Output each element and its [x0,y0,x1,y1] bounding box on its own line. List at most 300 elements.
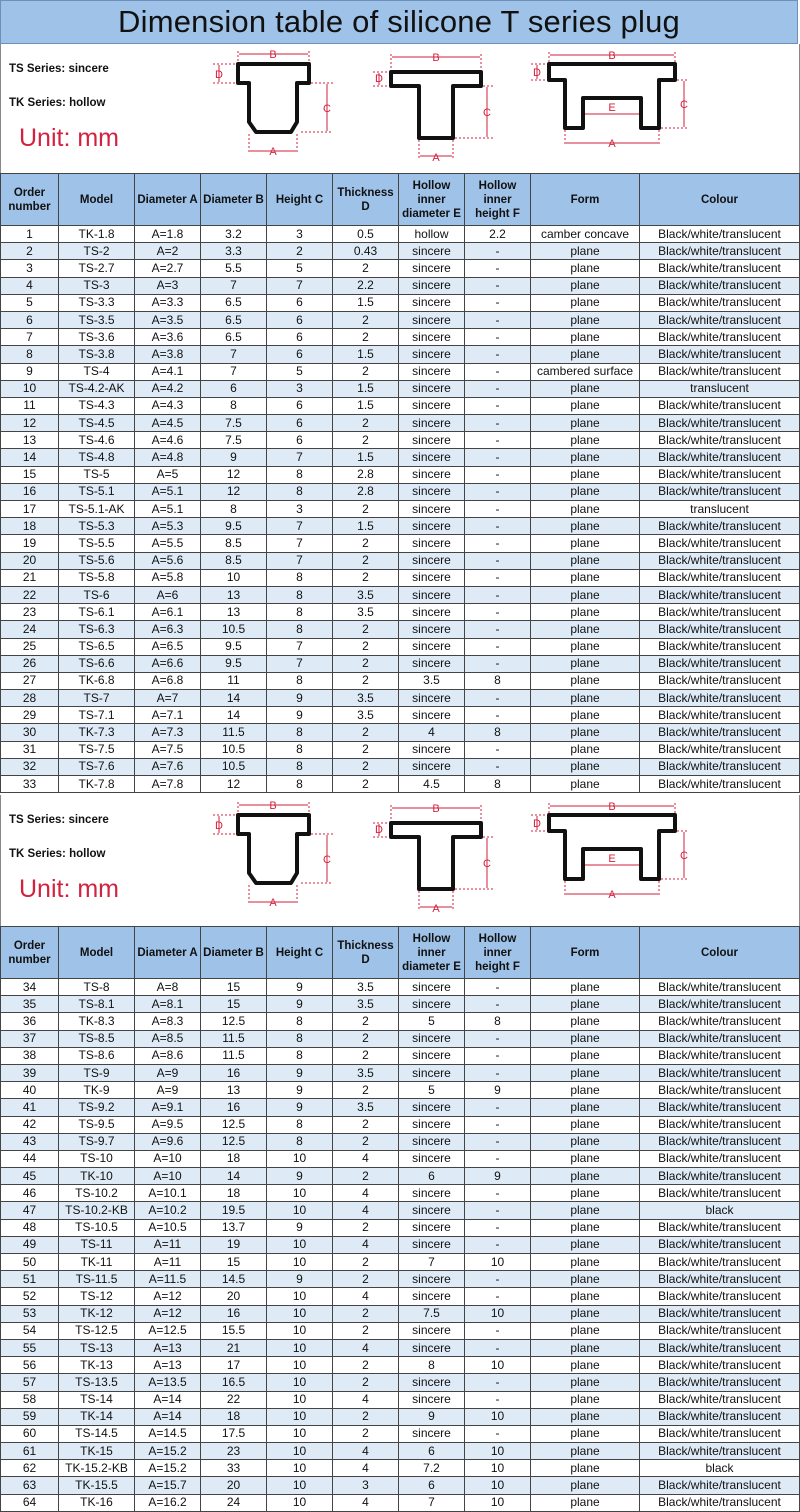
dimension-e-label: E [608,102,616,114]
cell-diameter-b: 14 [201,707,267,724]
cell-order-number: 50 [1,1254,59,1271]
cell-diameter-a: A=7.6 [135,758,201,775]
cell-model: TS-10.2-KB [59,1202,135,1219]
cell-model: TS-4.5 [59,415,135,432]
column-header-diameter-a: Diameter A [135,927,201,979]
cell-height-c: 5 [267,260,333,277]
cell-hollow-inner-diameter-e: sincere [399,1219,465,1236]
cell-form: plane [531,569,640,586]
cell-hollow-inner-height-f: - [465,363,531,380]
cell-model: TS-5.6 [59,552,135,569]
cell-hollow-inner-height-f: 10 [465,1357,531,1374]
table-row [1,1408,800,1425]
cell-diameter-b: 14.5 [201,1271,267,1288]
cell-colour: Black/white/translucent [640,1425,800,1442]
cell-hollow-inner-height-f: - [465,1219,531,1236]
table-row [1,638,800,655]
cell-height-c: 8 [267,569,333,586]
cell-thickness-d: 4 [333,1185,399,1202]
cell-hollow-inner-height-f: - [465,311,531,328]
cell-form: plane [531,1305,640,1322]
cell-height-c: 10 [267,1339,333,1356]
header-row [1,174,800,226]
cell-hollow-inner-height-f: 8 [465,724,531,741]
cell-form: plane [531,707,640,724]
table-row [1,277,800,294]
cell-diameter-b: 9 [201,449,267,466]
cell-model: TK-8.3 [59,1013,135,1030]
cell-height-c: 8 [267,758,333,775]
cell-colour: Black/white/translucent [640,415,800,432]
cell-height-c: 9 [267,1271,333,1288]
cell-hollow-inner-height-f: - [465,1133,531,1150]
dimension-b-label: B [608,801,616,813]
cell-hollow-inner-diameter-e: sincere [399,1150,465,1167]
cell-colour: Black/white/translucent [640,1288,800,1305]
cell-diameter-a: A=5 [135,466,201,483]
cell-colour: Black/white/translucent [640,707,800,724]
cell-height-c: 10 [267,1494,333,1511]
dimension-a-label: A [432,152,440,164]
cell-hollow-inner-height-f: - [465,1374,531,1391]
dimension-c-label: C [680,99,688,111]
cell-height-c: 8 [267,621,333,638]
cell-colour: Black/white/translucent [640,1219,800,1236]
cell-order-number: 35 [1,996,59,1013]
cell-colour: Black/white/translucent [640,535,800,552]
table-row [1,1477,800,1494]
cell-hollow-inner-diameter-e: sincere [399,569,465,586]
cell-model: TS-5.1 [59,483,135,500]
cell-diameter-a: A=12 [135,1305,201,1322]
table-row [1,466,800,483]
cell-height-c: 10 [267,1185,333,1202]
cell-height-c: 8 [267,724,333,741]
cell-model: TS-7.5 [59,741,135,758]
cell-height-c: 8 [267,1047,333,1064]
cell-diameter-a: A=4.1 [135,363,201,380]
cell-hollow-inner-diameter-e: sincere [399,501,465,518]
cell-height-c: 9 [267,1064,333,1081]
cell-hollow-inner-diameter-e: sincere [399,1391,465,1408]
cell-thickness-d: 2 [333,1357,399,1374]
cell-hollow-inner-height-f: - [465,1047,531,1064]
cell-order-number: 64 [1,1494,59,1511]
cell-order-number: 59 [1,1408,59,1425]
cell-colour: Black/white/translucent [640,638,800,655]
cell-diameter-a: A=8.3 [135,1013,201,1030]
column-header-height-c: Height C [267,174,333,226]
column-header-form: Form [531,174,640,226]
cell-model: TK-7.8 [59,776,135,793]
cell-hollow-inner-height-f: 2.2 [465,226,531,243]
cell-order-number: 54 [1,1322,59,1339]
cell-hollow-inner-diameter-e: sincere [399,1425,465,1442]
cell-hollow-inner-height-f: - [465,466,531,483]
cell-hollow-inner-height-f: - [465,415,531,432]
cell-hollow-inner-diameter-e: 7.2 [399,1460,465,1477]
cell-form: plane [531,690,640,707]
cell-colour: Black/white/translucent [640,1150,800,1167]
cell-order-number: 52 [1,1288,59,1305]
cell-form: plane [531,397,640,414]
cell-hollow-inner-height-f: - [465,1236,531,1253]
cell-model: TS-8 [59,979,135,996]
cell-colour: translucent [640,501,800,518]
dimension-d-label: D [375,824,383,836]
unit-label: Unit: mm [19,875,119,903]
table-row [1,1082,800,1099]
cell-form: plane [531,1150,640,1167]
cell-hollow-inner-height-f: - [465,569,531,586]
cell-model: TK-11 [59,1254,135,1271]
cell-hollow-inner-diameter-e: sincere [399,483,465,500]
cell-hollow-inner-diameter-e: sincere [399,1099,465,1116]
unit-label: Unit: mm [19,124,119,152]
cell-colour: Black/white/translucent [640,1133,800,1150]
cell-colour: translucent [640,380,800,397]
cell-height-c: 10 [267,1322,333,1339]
cell-order-number: 40 [1,1082,59,1099]
cell-hollow-inner-diameter-e: 5 [399,1082,465,1099]
cell-model: TS-7.6 [59,758,135,775]
cell-hollow-inner-diameter-e: sincere [399,466,465,483]
cell-hollow-inner-diameter-e: sincere [399,1030,465,1047]
cell-order-number: 45 [1,1168,59,1185]
cell-model: TK-15.5 [59,1477,135,1494]
cell-height-c: 7 [267,552,333,569]
cell-hollow-inner-height-f: - [465,1322,531,1339]
table-row [1,758,800,775]
cell-thickness-d: 2 [333,1133,399,1150]
cell-hollow-inner-diameter-e: sincere [399,329,465,346]
cell-hollow-inner-height-f: - [465,552,531,569]
table-row [1,501,800,518]
cell-thickness-d: 0.43 [333,243,399,260]
cell-order-number: 33 [1,776,59,793]
cell-height-c: 7 [267,535,333,552]
cell-colour: black [640,1460,800,1477]
dimension-d-label: D [533,67,541,79]
table-row [1,518,800,535]
cell-form: plane [531,483,640,500]
cell-height-c: 7 [267,638,333,655]
cell-height-c: 9 [267,979,333,996]
cell-height-c: 10 [267,1254,333,1271]
cell-diameter-a: A=11.5 [135,1271,201,1288]
cell-hollow-inner-height-f: - [465,1150,531,1167]
cell-hollow-inner-height-f: - [465,1288,531,1305]
cell-form: plane [531,979,640,996]
column-header-model: Model [59,174,135,226]
cell-diameter-b: 10.5 [201,621,267,638]
cell-diameter-a: A=6.8 [135,672,201,689]
cell-model: TS-5.5 [59,535,135,552]
cell-height-c: 10 [267,1460,333,1477]
dimension-b-label: B [269,800,277,812]
cell-hollow-inner-diameter-e: sincere [399,1271,465,1288]
table-row [1,535,800,552]
cell-model: TS-12 [59,1288,135,1305]
cell-form: plane [531,518,640,535]
cell-thickness-d: 2 [333,1013,399,1030]
cell-order-number: 55 [1,1339,59,1356]
cell-form: plane [531,586,640,603]
cell-diameter-b: 23 [201,1443,267,1460]
table-row [1,415,800,432]
cell-form: plane [531,1116,640,1133]
table-row [1,1064,800,1081]
cell-colour: black [640,1202,800,1219]
cell-form: cambered surface [531,363,640,380]
cell-diameter-b: 15 [201,996,267,1013]
cell-hollow-inner-height-f: - [465,346,531,363]
cell-height-c: 7 [267,277,333,294]
cell-hollow-inner-diameter-e: hollow [399,226,465,243]
cell-height-c: 9 [267,1168,333,1185]
cell-colour: Black/white/translucent [640,1339,800,1356]
cell-model: TS-9.7 [59,1133,135,1150]
cell-order-number: 57 [1,1374,59,1391]
cell-height-c: 10 [267,1288,333,1305]
cell-hollow-inner-height-f: - [465,329,531,346]
cell-thickness-d: 2 [333,415,399,432]
cell-order-number: 25 [1,638,59,655]
cell-colour: Black/white/translucent [640,690,800,707]
cell-thickness-d: 2 [333,363,399,380]
cell-order-number: 63 [1,1477,59,1494]
cell-hollow-inner-diameter-e: sincere [399,758,465,775]
cell-hollow-inner-diameter-e: sincere [399,311,465,328]
cell-diameter-b: 16 [201,1064,267,1081]
cell-hollow-inner-height-f: - [465,1202,531,1219]
cell-order-number: 38 [1,1047,59,1064]
dimension-a-label: A [608,138,616,150]
cell-model: TS-5.1-AK [59,501,135,518]
cell-diameter-b: 18 [201,1185,267,1202]
cell-hollow-inner-height-f: - [465,1116,531,1133]
cell-diameter-a: A=6.3 [135,621,201,638]
dimension-b-label: B [269,49,277,61]
table-row [1,260,800,277]
table-row [1,397,800,414]
cell-model: TK-12 [59,1305,135,1322]
column-header-diameter-b: Diameter B [201,174,267,226]
cell-height-c: 10 [267,1408,333,1425]
cell-thickness-d: 4 [333,1339,399,1356]
cell-thickness-d: 1.5 [333,518,399,535]
cell-model: TS-3.5 [59,311,135,328]
cell-model: TS-4.2-AK [59,380,135,397]
ts-series-label: TS Series: sincere [9,814,109,826]
cell-form: plane [531,1047,640,1064]
cell-form: plane [531,1339,640,1356]
cell-colour: Black/white/translucent [640,655,800,672]
table-row [1,1374,800,1391]
cell-hollow-inner-diameter-e: sincere [399,432,465,449]
cell-diameter-a: A=1.8 [135,226,201,243]
cell-order-number: 43 [1,1133,59,1150]
ts-series-label: TS Series: sincere [9,63,109,75]
cell-model: TK-15.2-KB [59,1460,135,1477]
cell-order-number: 36 [1,1013,59,1030]
cell-hollow-inner-height-f: - [465,483,531,500]
cell-thickness-d: 3.5 [333,707,399,724]
cell-order-number: 23 [1,604,59,621]
cell-thickness-d: 4 [333,1443,399,1460]
cell-diameter-a: A=5.5 [135,535,201,552]
cell-diameter-b: 10 [201,569,267,586]
cell-height-c: 6 [267,311,333,328]
dimension-table [0,926,800,1512]
table-row [1,1322,800,1339]
cell-thickness-d: 3 [333,1477,399,1494]
cell-order-number: 15 [1,466,59,483]
cell-order-number: 19 [1,535,59,552]
table-row [1,655,800,672]
cell-diameter-a: A=8 [135,979,201,996]
column-header-thickness-d: Thickness D [333,927,399,979]
cell-order-number: 10 [1,380,59,397]
cell-height-c: 10 [267,1236,333,1253]
cell-hollow-inner-diameter-e: sincere [399,979,465,996]
table-row [1,363,800,380]
cell-model: TS-9.2 [59,1099,135,1116]
cell-height-c: 8 [267,1013,333,1030]
cell-hollow-inner-height-f: - [465,655,531,672]
cell-height-c: 7 [267,449,333,466]
cell-thickness-d: 2 [333,758,399,775]
cell-hollow-inner-diameter-e: sincere [399,1047,465,1064]
cell-model: TS-4 [59,363,135,380]
cell-height-c: 10 [267,1425,333,1442]
cell-thickness-d: 2 [333,569,399,586]
cell-diameter-a: A=15.2 [135,1443,201,1460]
cell-diameter-b: 11 [201,672,267,689]
page-title: Dimension table of silicone T series plug [0,0,798,44]
cell-colour: Black/white/translucent [640,432,800,449]
tk-plug-diagram [371,48,501,163]
cell-hollow-inner-height-f: - [465,535,531,552]
cell-order-number: 34 [1,979,59,996]
cell-hollow-inner-diameter-e: sincere [399,1374,465,1391]
cell-height-c: 8 [267,483,333,500]
table-row [1,243,800,260]
cell-diameter-a: A=12.5 [135,1322,201,1339]
cell-height-c: 8 [267,1030,333,1047]
cell-diameter-b: 13 [201,586,267,603]
cell-hollow-inner-height-f: 10 [465,1254,531,1271]
cell-height-c: 6 [267,415,333,432]
cell-colour: Black/white/translucent [640,397,800,414]
cell-diameter-b: 21 [201,1339,267,1356]
table-row [1,1202,800,1219]
cell-order-number: 51 [1,1271,59,1288]
cell-diameter-a: A=5.1 [135,501,201,518]
cell-diameter-a: A=2 [135,243,201,260]
cell-model: TS-3.6 [59,329,135,346]
cell-hollow-inner-diameter-e: sincere [399,277,465,294]
cell-order-number: 7 [1,329,59,346]
table-row [1,1150,800,1167]
dimension-b-label: B [432,52,440,64]
cell-height-c: 6 [267,397,333,414]
cell-form: plane [531,1168,640,1185]
cell-model: TS-3.3 [59,294,135,311]
cell-model: TS-8.5 [59,1030,135,1047]
cell-thickness-d: 2 [333,724,399,741]
table-row [1,1254,800,1271]
cell-hollow-inner-diameter-e: sincere [399,707,465,724]
cell-thickness-d: 2 [333,552,399,569]
cell-height-c: 10 [267,1150,333,1167]
cell-model: TS-10.2 [59,1185,135,1202]
dimension-d-label: D [215,69,223,81]
cell-colour: Black/white/translucent [640,1494,800,1511]
table-row [1,741,800,758]
column-header-hollow-inner-diameter-e: Hollow inner diameter E [399,174,465,226]
cell-colour: Black/white/translucent [640,979,800,996]
hollow-plug-diagram [529,48,697,158]
cell-colour: Black/white/translucent [640,226,800,243]
cell-colour: Black/white/translucent [640,1374,800,1391]
cell-colour: Black/white/translucent [640,776,800,793]
cell-diameter-a: A=9.6 [135,1133,201,1150]
cell-form: plane [531,501,640,518]
cell-diameter-a: A=14.5 [135,1425,201,1442]
cell-order-number: 62 [1,1460,59,1477]
table-row [1,621,800,638]
cell-form: plane [531,1236,640,1253]
cell-height-c: 10 [267,1357,333,1374]
cell-height-c: 6 [267,329,333,346]
dimension-c-label: C [323,854,331,866]
cell-colour: Black/white/translucent [640,1443,800,1460]
cell-diameter-b: 13 [201,604,267,621]
cell-form: plane [531,346,640,363]
cell-diameter-b: 8 [201,397,267,414]
cell-form: plane [531,1099,640,1116]
cell-form: plane [531,604,640,621]
table-row [1,1168,800,1185]
cell-hollow-inner-diameter-e: sincere [399,586,465,603]
cell-colour: Black/white/translucent [640,586,800,603]
cell-diameter-a: A=5.8 [135,569,201,586]
cell-hollow-inner-diameter-e: sincere [399,535,465,552]
cell-colour: Black/white/translucent [640,363,800,380]
table-row [1,690,800,707]
cell-model: TK-15 [59,1443,135,1460]
cell-form: plane [531,1408,640,1425]
table-row [1,1339,800,1356]
cell-height-c: 6 [267,294,333,311]
cell-colour: Black/white/translucent [640,672,800,689]
cell-diameter-b: 12 [201,483,267,500]
cell-hollow-inner-diameter-e: 4 [399,724,465,741]
column-header-diameter-b: Diameter B [201,927,267,979]
cell-height-c: 3 [267,380,333,397]
cell-colour: Black/white/translucent [640,741,800,758]
cell-diameter-b: 13 [201,1082,267,1099]
cell-order-number: 49 [1,1236,59,1253]
cell-hollow-inner-height-f: - [465,621,531,638]
table-row [1,329,800,346]
cell-hollow-inner-diameter-e: sincere [399,552,465,569]
column-header-hollow-inner-diameter-e: Hollow inner diameter E [399,927,465,979]
cell-thickness-d: 2 [333,1425,399,1442]
cell-height-c: 6 [267,432,333,449]
cell-hollow-inner-height-f: - [465,397,531,414]
